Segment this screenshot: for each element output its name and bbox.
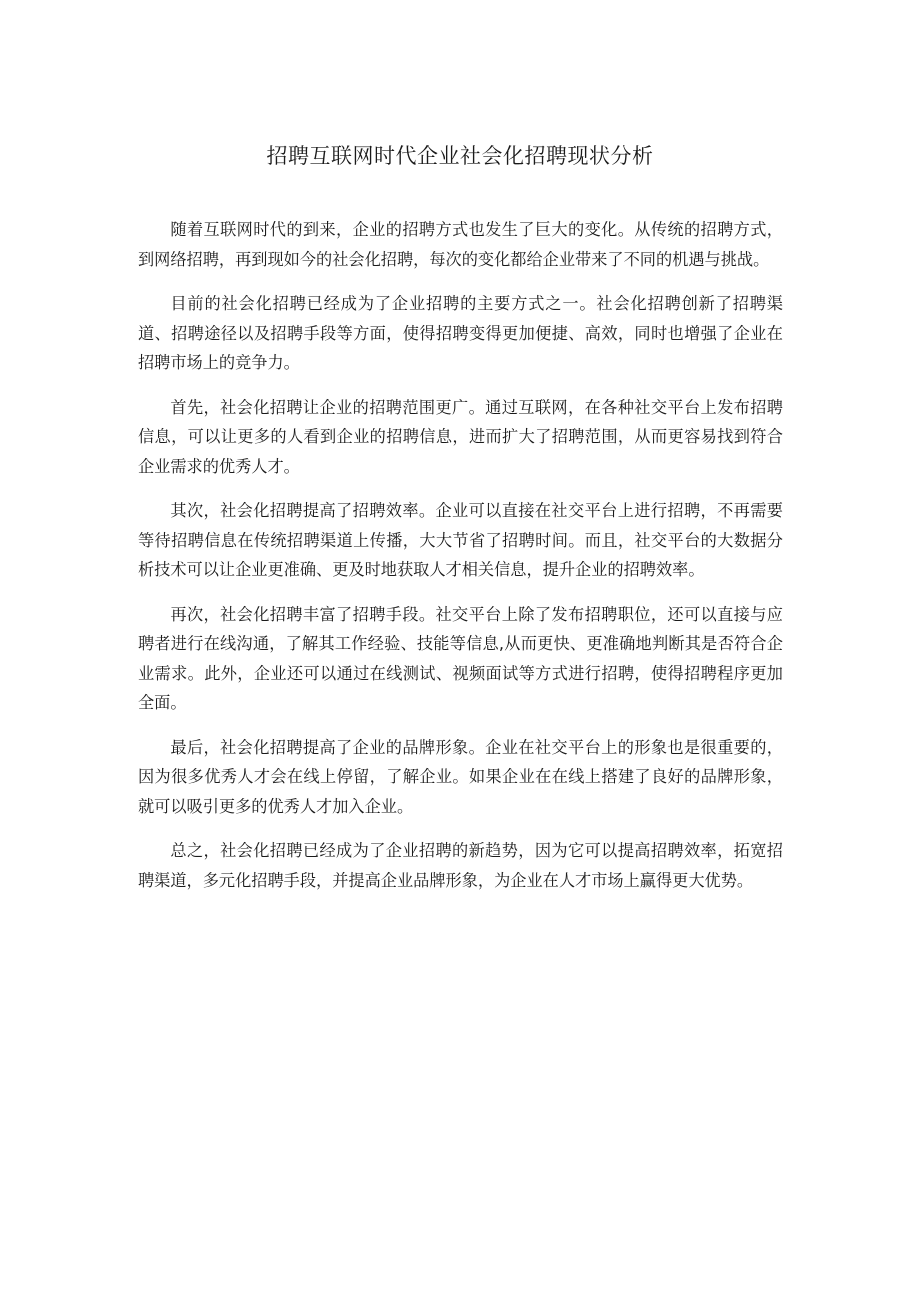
document-body — [138, 215, 783, 910]
paragraph-second-point: 其次，社会化招聘提高了招聘效率。企业可以直接在社交平台上进行招聘，不再需要等待招聘信息在传统招聘渠道上传播，大大节省了招聘时间。而且，社交平台的大数据分析技术可以让企业更准确、更及时地获取人才相关信息，提升企业的招聘效率。 — [138, 501, 783, 579]
paragraph-conclusion: 总之，社会化招聘已经成为了企业招聘的新趋势，因为它可以提高招聘效率，拓宽招聘渠道，多元化招聘手段，并提高企业品牌形象，为企业在人才市场上赢得更大优势。 — [138, 841, 783, 890]
document-title: 招聘互联网时代企业社会化招聘现状分析 — [266, 144, 654, 168]
paragraph-current-status: 目前的社会化招聘已经成为了企业招聘的主要方式之一。社会化招聘创新了招聘渠道、招聘途径以及招聘手段等方面，使得招聘变得更加便捷、高效，同时也增强了企业在招聘市场上的竞争力。 — [138, 294, 783, 372]
paragraph-intro: 随着互联网时代的到来，企业的招聘方式也发生了巨大的变化。从传统的招聘方式，到网络招聘，再到现如今的社会化招聘，每次的变化都给企业带来了不同的机遇与挑战。 — [138, 220, 783, 269]
paragraph-third-point: 再次，社会化招聘丰富了招聘手段。社交平台上除了发布招聘职位，还可以直接与应聘者进行在线沟通，了解其工作经验、技能等信息,从而更快、更准确地判断其是否符合企业需求。此外，企业还可以通过在线测试、视频面试等方式进行招聘，使得招聘程序更加全面。 — [138, 604, 783, 712]
paragraph-first-point: 首先，社会化招聘让企业的招聘范围更广。通过互联网，在各种社交平台上发布招聘信息，可以让更多的人看到企业的招聘信息，进而扩大了招聘范围，从而更容易找到符合企业需求的优秀人才。 — [138, 397, 783, 476]
paragraph-fourth-point: 最后，社会化招聘提高了企业的品牌形象。企业在社交平台上的形象也是很重要的，因为很多优秀人才会在线上停留，了解企业。如果企业在在线上搭建了良好的品牌形象，就可以吸引更多的优秀人才加入企业。 — [138, 737, 783, 816]
